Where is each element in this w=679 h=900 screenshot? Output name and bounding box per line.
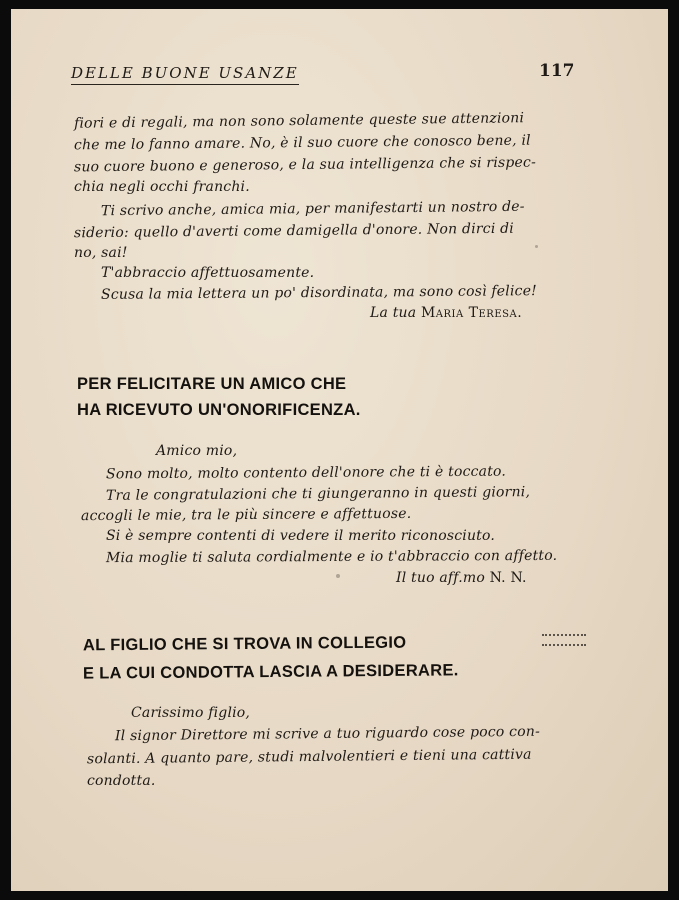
letter-line: suo cuore buono e generoso, e la sua intelligenza che si rispec-	[73, 154, 537, 176]
section-heading: AL FIGLIO CHE SI TROVA IN COLLEGIO	[82, 633, 407, 655]
closing-text: Il tuo aff.mo	[396, 570, 485, 586]
book-page	[11, 9, 668, 891]
signature: N. N.	[489, 570, 527, 586]
letter-line: Si è sempre contenti di vedere il merito riconosciuto.	[106, 528, 496, 544]
section-heading: PER FELICITARE UN AMICO CHE	[77, 375, 347, 393]
letter-line: Sono molto, molto contento dell'onore che ti è toccato.	[105, 463, 507, 483]
section-heading: HA RICEVUTO UN'ONORIFICENZA.	[77, 401, 361, 419]
letter-line: Il signor Direttore mi scrive a tuo riguardo cose poco con-	[114, 723, 541, 745]
letter-line: no, sai!	[74, 245, 128, 261]
letter-line: Ti scrivo anche, amica mia, per manifestarti un nostro de-	[100, 198, 525, 220]
letter-line: Tra le congratulazioni che ti giungeranno in questi giorni,	[105, 484, 531, 504]
letter-line: fiori e di regali, ma non sono solamente queste sue attenzioni	[73, 110, 525, 132]
letter-line: solanti. A quanto pare, studi malvolentieri e tieni una cattiva	[86, 746, 532, 768]
salutation: Carissimo figlio,	[131, 705, 251, 721]
letter-line: Scusa la mia lettera un po' disordinata, ma sono così felice!	[100, 283, 538, 303]
salutation: Amico mio,	[156, 443, 238, 459]
section-heading: E LA CUI CONDOTTA LASCIA A DESIDERARE.	[82, 661, 459, 683]
closing-text: La tua	[370, 305, 417, 321]
letter-line: accogli le mie, tra le più sincere e affettuose.	[80, 505, 412, 525]
letter-line: siderio: quello d'averti come damigella d'onore. Non dirci di	[73, 220, 515, 242]
signature: Maria Teresa.	[420, 305, 523, 321]
page-number: 117	[539, 61, 575, 81]
letter-line: Mia moglie ti saluta cordialmente e io t'abbraccio con affetto.	[105, 547, 558, 567]
letter-signoff	[370, 305, 522, 321]
paper-speck	[535, 245, 538, 248]
letter-line: chia negli occhi franchi.	[74, 179, 250, 195]
running-title: DELLE BUONE USANZE	[71, 64, 299, 85]
letter-signoff	[396, 570, 527, 586]
letter-line: condotta.	[87, 773, 156, 789]
ornament-rule	[542, 634, 586, 646]
letter-line: che me lo fanno amare. No, è il suo cuore che conosco bene, il	[73, 132, 531, 154]
paper-speck	[336, 574, 340, 578]
letter-line: T'abbraccio affettuosamente.	[101, 265, 315, 281]
